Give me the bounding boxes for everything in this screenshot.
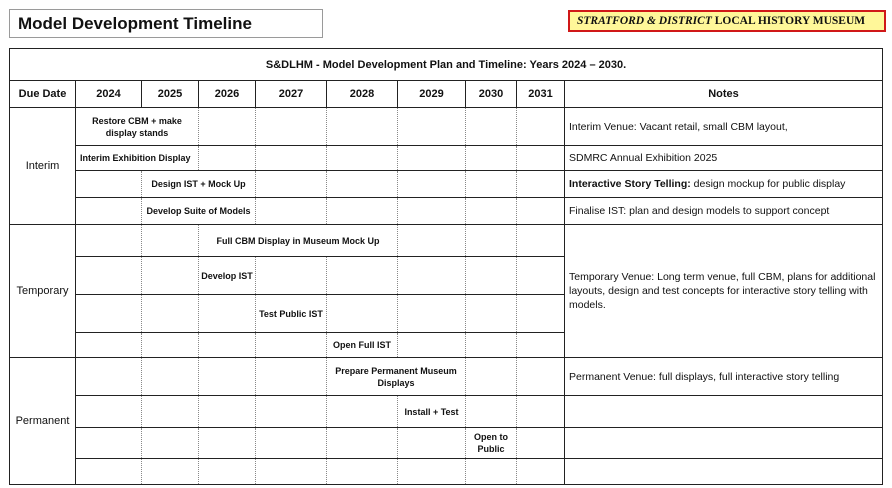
header-year: 2024: [76, 81, 142, 108]
header-year: 2029: [398, 81, 466, 108]
museum-banner-italic: STRATFORD & DISTRICT: [577, 15, 712, 27]
note-interactive-rest: design mockup for public display: [690, 178, 846, 190]
task-interim-exhibition: Interim Exhibition Display: [76, 146, 199, 171]
header-year: 2028: [327, 81, 398, 108]
note-permanent-venue: Permanent Venue: full displays, full interactive story telling: [565, 358, 883, 396]
table-row: [10, 459, 883, 485]
museum-banner: [568, 10, 886, 32]
task-develop-ist: Develop IST: [199, 257, 256, 295]
note-interactive-bold: Interactive Story Telling:: [569, 178, 691, 190]
table-row: [10, 146, 883, 171]
task-develop-suite: Develop Suite of Models: [142, 198, 256, 225]
task-test-public-ist: Test Public IST: [256, 295, 327, 333]
header-year: 2025: [142, 81, 199, 108]
task-prepare-permanent: Prepare Permanent Museum Displays: [327, 358, 466, 396]
table-row: [10, 428, 883, 459]
table-row: [10, 171, 883, 198]
header-row: [10, 81, 883, 108]
note-temporary-venue: Temporary Venue: Long term venue, full CBM, plans for additional layouts, design and test concepts for interactive story telling with models.: [565, 225, 883, 358]
phase-temporary: Temporary: [10, 225, 76, 358]
header-due-date: Due Date: [10, 81, 76, 108]
header-year: 2030: [466, 81, 517, 108]
header-year: 2031: [517, 81, 565, 108]
table-row: [10, 358, 883, 396]
table-caption: S&DLHM - Model Development Plan and Timeline: Years 2024 – 2030.: [10, 49, 883, 81]
task-open-full-ist: Open Full IST: [327, 333, 398, 358]
table-row: [10, 198, 883, 225]
header-notes: Notes: [565, 81, 883, 108]
task-restore-cbm: Restore CBM + make display stands: [76, 108, 199, 146]
task-install-test: Install + Test: [398, 396, 466, 428]
task-full-cbm-display: Full CBM Display in Museum Mock Up: [199, 225, 398, 257]
phase-interim: Interim: [10, 108, 76, 225]
timeline-table: [9, 48, 883, 485]
page-title: Model Development Timeline: [9, 9, 323, 38]
task-design-ist: Design IST + Mock Up: [142, 171, 256, 198]
note-finalise-ist: Finalise IST: plan and design models to support concept: [565, 198, 883, 225]
task-open-to-public: Open to Public: [466, 428, 517, 459]
note-sdmrc: SDMRC Annual Exhibition 2025: [565, 146, 883, 171]
table-row: [10, 396, 883, 428]
note-interim-venue: Interim Venue: Vacant retail, small CBM layout,: [565, 108, 883, 146]
table-row: [10, 225, 883, 257]
table-row: [10, 108, 883, 146]
note-interactive-story: [565, 171, 883, 198]
phase-permanent: Permanent: [10, 358, 76, 485]
header-year: 2027: [256, 81, 327, 108]
header-year: 2026: [199, 81, 256, 108]
museum-banner-rest: LOCAL HISTORY MUSEUM: [711, 15, 866, 27]
